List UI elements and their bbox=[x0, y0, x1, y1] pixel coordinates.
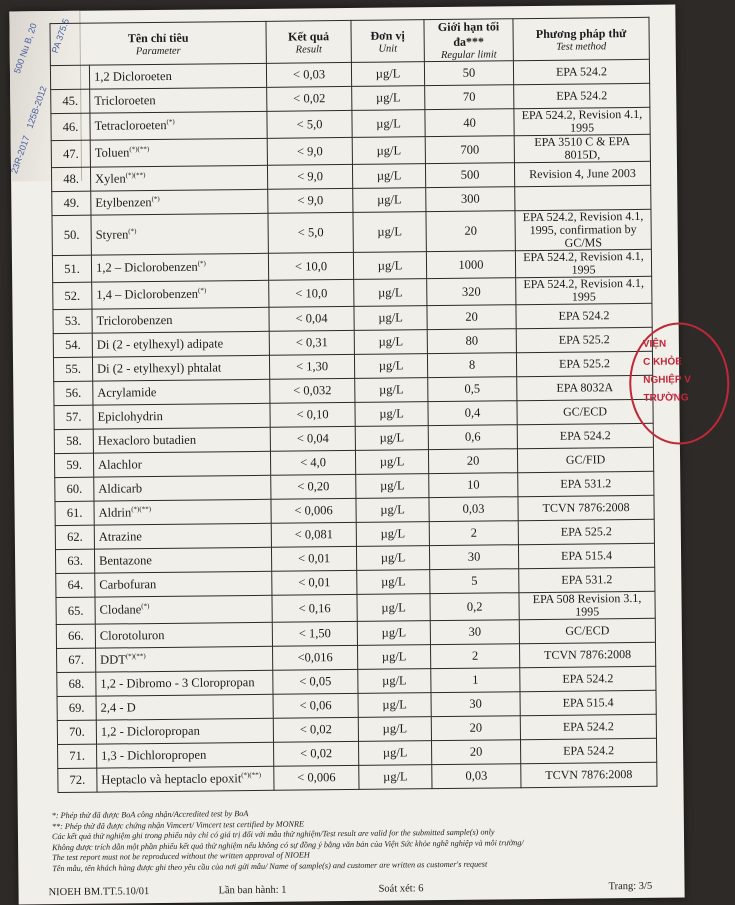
row-number: 54. bbox=[53, 333, 92, 357]
result-value: < 0,31 bbox=[269, 330, 354, 355]
parameter-name: 2,4 - D bbox=[96, 694, 273, 720]
limit-value: 30 bbox=[430, 620, 519, 645]
row-number: 58. bbox=[54, 429, 93, 453]
unit-value: µg/L bbox=[354, 330, 427, 355]
row-number: 52. bbox=[53, 282, 92, 309]
limit-value: 40 bbox=[425, 109, 514, 137]
test-method: GC/FID bbox=[517, 447, 653, 472]
test-method: EPA 524.2, Revision 4.1, 1995 bbox=[515, 249, 651, 277]
limit-value: 30 bbox=[431, 692, 520, 717]
parameter-name: Epiclohydrin bbox=[93, 403, 270, 429]
result-value: < 0,081 bbox=[271, 522, 356, 547]
report-page bbox=[9, 5, 691, 905]
limit-value: 20 bbox=[426, 211, 515, 252]
test-method: EPA 525.2 bbox=[516, 351, 652, 376]
limit-value: 5 bbox=[430, 569, 519, 594]
table-row bbox=[58, 762, 657, 792]
test-method: EPA 524.2 bbox=[517, 423, 653, 448]
parameter-name: Alachlor bbox=[93, 451, 270, 477]
parameter-name: 1,2 – Diclorobenzen(*) bbox=[91, 253, 268, 282]
footnote: Các kết quả thử nghiệm ghi trong phiếu này chỉ có giá trị đối với mẫu thử nghiệm/Test result are valid for the submitted sample(s) only bbox=[51, 827, 495, 842]
result-value: < 0,10 bbox=[270, 402, 355, 427]
unit-value: µg/L bbox=[352, 164, 425, 189]
footnote: The test report must not be reproduced without the written approval of NIOEH bbox=[52, 850, 310, 863]
test-method: EPA 524.2, Revision 4.1, 1995 bbox=[514, 107, 650, 135]
result-value: < 1,30 bbox=[269, 354, 354, 379]
test-method: EPA 524.2 bbox=[514, 83, 650, 108]
unit-header: Đơn vị Unit bbox=[351, 20, 424, 63]
parameter-name: Bentazone bbox=[94, 547, 271, 573]
table-row bbox=[52, 209, 651, 255]
parameter-name: Aldrin(*)(**) bbox=[94, 499, 271, 525]
issue-number: Lần ban hành: 1 bbox=[218, 884, 287, 897]
row-number: 53. bbox=[53, 309, 92, 333]
limit-value: 30 bbox=[429, 545, 518, 570]
test-method: EPA 524.2, Revision 4.1, 1995, confirmation by GC/MS bbox=[515, 209, 651, 250]
limit-value: 2 bbox=[429, 521, 518, 546]
accreditation-mark: (*) bbox=[197, 286, 207, 295]
unit-value: µg/L bbox=[357, 594, 430, 622]
limit-header: Giới hạn tối đa*** Regular limit bbox=[424, 19, 513, 62]
test-method: TCVN 7876:2008 bbox=[518, 495, 654, 520]
table-header-row bbox=[50, 17, 649, 65]
result-header: Kết quả Result bbox=[266, 20, 351, 63]
test-method: EPA 531.2 bbox=[519, 567, 655, 592]
unit-value: µg/L bbox=[356, 474, 429, 499]
row-number: 63. bbox=[55, 549, 94, 573]
limit-value: 0,2 bbox=[430, 593, 519, 621]
test-method: EPA 524.2 bbox=[516, 303, 652, 328]
row-number: 45. bbox=[51, 89, 90, 113]
test-method: EPA 524.2 bbox=[513, 59, 649, 84]
test-method: EPA 515.4 bbox=[518, 543, 654, 568]
test-method bbox=[515, 185, 651, 210]
result-value: < 0,02 bbox=[267, 86, 352, 111]
accreditation-mark: (*) bbox=[128, 227, 137, 236]
limit-value: 500 bbox=[425, 163, 514, 188]
accreditation-mark: (*)(**) bbox=[241, 770, 262, 780]
limit-value: 2 bbox=[430, 644, 519, 669]
result-value: < 0,01 bbox=[272, 570, 357, 595]
result-value: < 9,0 bbox=[267, 137, 352, 165]
edge-fragment: PA 375.5 bbox=[49, 17, 72, 55]
row-number: 66. bbox=[56, 624, 95, 648]
parameter-name: Di (2 - etylhexyl) adipate bbox=[92, 331, 269, 357]
page-footer bbox=[48, 880, 659, 899]
test-method: TCVN 7876:2008 bbox=[519, 642, 655, 667]
row-number bbox=[50, 65, 89, 89]
row-number: 70. bbox=[57, 720, 96, 744]
row-number: 56. bbox=[54, 381, 93, 405]
parameter-name: Carbofuran bbox=[95, 571, 272, 597]
result-value: < 0,006 bbox=[274, 765, 359, 790]
limit-value: 80 bbox=[427, 329, 516, 354]
test-method: EPA 525.2 bbox=[518, 519, 654, 544]
unit-value: µg/L bbox=[357, 570, 430, 595]
unit-value: µg/L bbox=[354, 306, 427, 331]
test-method: EPA 524.2 bbox=[520, 714, 656, 739]
result-value: < 10,0 bbox=[268, 252, 353, 280]
accreditation-mark: (*)(**) bbox=[125, 652, 146, 661]
parameter-name: Toluen(*)(**) bbox=[90, 138, 267, 167]
institute-seal: VIỆN C KHỎE NGHIỆP V TRƯỜNG bbox=[629, 322, 730, 445]
accreditation-mark: (*) bbox=[166, 118, 175, 127]
unit-value: µg/L bbox=[355, 426, 428, 451]
edge-fragment: 125B-2012 bbox=[24, 84, 49, 130]
unit-value: µg/L bbox=[353, 212, 426, 253]
parameter-name: Clorotoluron bbox=[95, 622, 272, 648]
parameter-name: Etylbenzen(*) bbox=[91, 189, 268, 215]
parameter-name: Di (2 - etylhexyl) phtalat bbox=[92, 355, 269, 381]
test-method: Revision 4, June 2003 bbox=[514, 161, 650, 186]
accreditation-mark: (*)(**) bbox=[131, 504, 152, 514]
limit-value: 0,6 bbox=[428, 425, 517, 450]
test-method: GC/ECD bbox=[519, 618, 655, 643]
unit-value: µg/L bbox=[357, 621, 430, 646]
footnotes bbox=[52, 805, 653, 874]
accreditation-mark: (*)(**) bbox=[129, 145, 150, 154]
result-value: < 0,16 bbox=[272, 594, 357, 622]
test-method: EPA 515.4 bbox=[520, 690, 656, 715]
row-number: 59. bbox=[54, 453, 93, 477]
unit-value: µg/L bbox=[359, 741, 432, 766]
parameter-name: Styren(*) bbox=[91, 213, 268, 255]
unit-value: µg/L bbox=[356, 546, 429, 571]
row-number: 69. bbox=[57, 696, 96, 720]
parameter-name: 1,4 – Diclorobenzen(*) bbox=[92, 280, 269, 309]
parameter-name: Aldicarb bbox=[94, 475, 271, 501]
result-value: < 0,032 bbox=[270, 378, 355, 403]
row-number: 50. bbox=[52, 215, 91, 255]
result-value: < 0,04 bbox=[269, 306, 354, 331]
limit-value: 700 bbox=[425, 136, 514, 164]
limit-value: 8 bbox=[427, 353, 516, 378]
parameter-name: Atrazine bbox=[94, 523, 271, 549]
unit-value: µg/L bbox=[358, 717, 431, 742]
parameter-name: 1,2 - Dibromo - 3 Cloropropan bbox=[96, 670, 273, 696]
parameter-name: Acrylamide bbox=[93, 379, 270, 405]
footnote: **: Phép thử đã được chứng nhận Vimcert/ Vimcert test certified by MONRE bbox=[51, 818, 305, 831]
limit-value: 10 bbox=[429, 473, 518, 498]
row-number: 65. bbox=[56, 597, 95, 624]
test-method: EPA 3510 C & EPA 8015D, bbox=[514, 134, 650, 162]
limit-value: 20 bbox=[432, 740, 521, 765]
result-value: < 4,0 bbox=[270, 450, 355, 475]
parameter-name: Clodane(*) bbox=[95, 595, 272, 624]
unit-value: µg/L bbox=[352, 137, 425, 165]
test-method: EPA 524.2 bbox=[520, 666, 656, 691]
review-number: Soát xét: 6 bbox=[378, 883, 424, 895]
parameter-name: 1,2 Dicloroeten bbox=[89, 63, 266, 89]
unit-value: µg/L bbox=[354, 354, 427, 379]
result-value: < 0,02 bbox=[273, 717, 358, 742]
result-value: < 10,0 bbox=[269, 279, 354, 307]
test-method: EPA 524.2 bbox=[520, 738, 656, 763]
unit-value: µg/L bbox=[353, 252, 426, 280]
unit-value: µg/L bbox=[357, 645, 430, 670]
test-method: EPA 8032A bbox=[517, 375, 653, 400]
row-number: 47. bbox=[51, 140, 90, 167]
footnote: Tên mẫu, tên khách hàng được ghi theo yêu cầu của nơi gửi mẫu/ Name of sample(s) and customer are written as customer's request bbox=[52, 859, 488, 873]
limit-value: 320 bbox=[427, 278, 516, 306]
result-value: < 0,20 bbox=[271, 474, 356, 499]
limit-value: 20 bbox=[428, 449, 517, 474]
result-value: < 0,03 bbox=[266, 62, 351, 87]
unit-value: µg/L bbox=[352, 86, 425, 111]
limit-value: 0,4 bbox=[428, 401, 517, 426]
parameter-name: 1,3 - Dichloropropen bbox=[97, 742, 274, 768]
parameter-name: Tetracloroeten(*) bbox=[90, 111, 267, 140]
accreditation-mark: (*) bbox=[151, 194, 160, 203]
row-number: 51. bbox=[52, 255, 91, 282]
test-method: EPA 525.2 bbox=[516, 327, 652, 352]
row-number: 68. bbox=[57, 672, 96, 696]
result-value: < 9,0 bbox=[268, 188, 353, 213]
accreditation-mark: (*) bbox=[197, 259, 206, 268]
row-number: 49. bbox=[52, 191, 91, 215]
test-method: GC/ECD bbox=[517, 399, 653, 424]
accreditation-mark: (*) bbox=[141, 602, 150, 611]
result-value: < 5,0 bbox=[267, 110, 352, 138]
result-value: < 0,01 bbox=[271, 546, 356, 571]
unit-value: µg/L bbox=[359, 765, 432, 790]
unit-value: µg/L bbox=[356, 498, 429, 523]
result-value: < 1,50 bbox=[272, 621, 357, 646]
parameter-name: DDT(*)(**) bbox=[96, 646, 273, 672]
row-number: 57. bbox=[54, 405, 93, 429]
parameter-name: Tricloroeten bbox=[90, 87, 267, 113]
row-number: 48. bbox=[51, 167, 90, 191]
parameter-name: 1,2 - Dicloropropan bbox=[96, 718, 273, 744]
parameter-name: Triclorobenzen bbox=[92, 307, 269, 333]
unit-value: µg/L bbox=[355, 402, 428, 427]
limit-value: 1000 bbox=[426, 251, 515, 279]
limit-value: 1 bbox=[431, 668, 520, 693]
edge-fragment: 500 Nu B, 20 bbox=[11, 21, 39, 75]
row-number: 71. bbox=[58, 744, 97, 768]
limit-value: 50 bbox=[424, 61, 513, 86]
result-value: < 0,006 bbox=[271, 498, 356, 523]
test-method: EPA 531.2 bbox=[518, 471, 654, 496]
unit-value: µg/L bbox=[355, 378, 428, 403]
limit-value: 20 bbox=[431, 716, 520, 741]
limit-value: 0,03 bbox=[432, 764, 521, 789]
result-value: < 5,0 bbox=[268, 212, 353, 253]
row-number: 60. bbox=[55, 477, 94, 501]
param-header: Tên chỉ tiêu Parameter bbox=[50, 21, 266, 65]
limit-value: 0,03 bbox=[429, 497, 518, 522]
page-number: Trang: 3/5 bbox=[608, 880, 653, 893]
unit-value: µg/L bbox=[352, 110, 425, 138]
unit-value: µg/L bbox=[351, 62, 424, 87]
row-number: 72. bbox=[58, 768, 97, 792]
test-method: EPA 508 Revision 3.1, 1995 bbox=[519, 591, 655, 619]
unit-value: µg/L bbox=[353, 188, 426, 213]
result-value: < 0,06 bbox=[273, 693, 358, 718]
test-method: TCVN 7876:2008 bbox=[521, 762, 657, 787]
row-number: 62. bbox=[55, 525, 94, 549]
result-value: < 9,0 bbox=[267, 164, 352, 189]
result-value: <0,016 bbox=[273, 645, 358, 670]
method-header: Phương pháp thử Test method bbox=[513, 17, 649, 60]
unit-value: µg/L bbox=[358, 669, 431, 694]
limit-value: 70 bbox=[425, 85, 514, 110]
results-table bbox=[49, 17, 657, 793]
form-code: NIOEH BM.TT.5.10/01 bbox=[48, 886, 150, 899]
result-value: < 0,05 bbox=[273, 669, 358, 694]
parameter-name: Heptaclo và heptaclo epoxit(*)(**) bbox=[97, 766, 274, 792]
unit-value: µg/L bbox=[356, 522, 429, 547]
parameter-name: Xylen(*)(**) bbox=[90, 165, 267, 191]
unit-value: µg/L bbox=[358, 693, 431, 718]
row-number: 64. bbox=[56, 573, 95, 597]
footnote: *: Phép thử đã được BoA công nhận/Accredited test by BoA bbox=[51, 809, 249, 821]
accreditation-mark: (*)(**) bbox=[125, 171, 146, 180]
parameter-name: Hexacloro butadien bbox=[93, 427, 270, 453]
unit-value: µg/L bbox=[355, 450, 428, 475]
row-number: 46. bbox=[51, 113, 90, 140]
row-number: 61. bbox=[55, 501, 94, 525]
row-number: 55. bbox=[53, 357, 92, 381]
unit-value: µg/L bbox=[354, 279, 427, 307]
limit-value: 20 bbox=[427, 305, 516, 330]
row-number: 67. bbox=[57, 648, 96, 672]
footnote: Không được trích dẫn một phần phiếu kết quả thử nghiệm nếu không có sự đồng ý bằng văn bản của Viện Sức khỏe nghề nghiệp và môi trường/ bbox=[52, 837, 524, 852]
limit-value: 0,5 bbox=[428, 377, 517, 402]
result-value: < 0,02 bbox=[274, 741, 359, 766]
result-value: < 0,04 bbox=[270, 426, 355, 451]
test-method: EPA 524.2, Revision 4.1, 1995 bbox=[516, 276, 652, 304]
limit-value: 300 bbox=[426, 187, 515, 212]
edge-fragment: 23R-2017 bbox=[9, 134, 32, 175]
